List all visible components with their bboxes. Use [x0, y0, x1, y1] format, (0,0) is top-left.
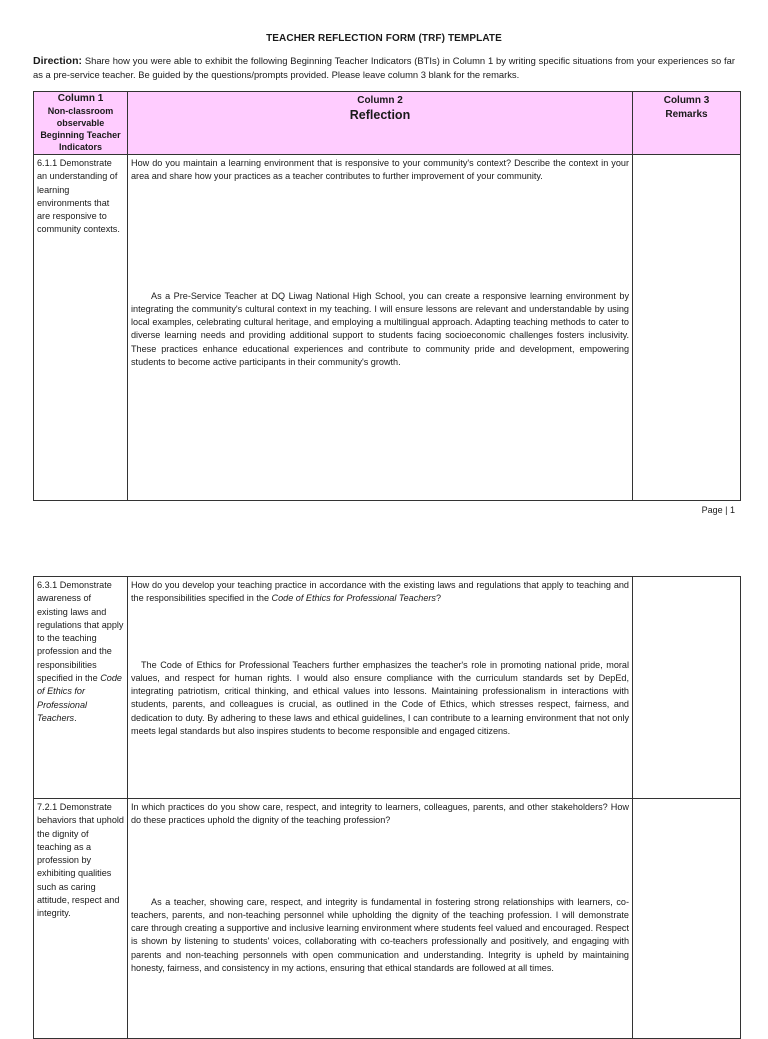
indicator-cell: 7.2.1 Demonstrate behaviors that uphold the dignity of teaching as a profession by exhibiting qualities such as caring attitude, respect and integrity.	[34, 799, 128, 1039]
column-2-name: Column 2	[357, 95, 403, 106]
direction-label: Direction:	[33, 55, 83, 67]
remarks-cell[interactable]	[633, 799, 741, 1039]
page-number: Page | 1	[701, 505, 735, 515]
column-3-subtitle: Remarks	[665, 109, 708, 120]
column-1-header	[34, 92, 128, 155]
direction-paragraph	[33, 54, 735, 82]
form-title: TEACHER REFLECTION FORM (TRF) TEMPLATE	[266, 33, 502, 44]
prompt-question: How do you maintain a learning environment that is responsive to your community's context? Describe the context in your area and share how your practices as a teacher contributes to further improvement of your community.	[131, 158, 629, 182]
table-header-row	[34, 92, 741, 155]
reflection-answer: As a teacher, showing care, respect, and integrity is fundamental in fostering strong relationships with learners, co-teachers, parents, and non-teaching personnel while upholding the dignity of the teaching profession. I will demonstrate care through creating a supportive and inclusive learning environment where students feel valued and encouraged. Respect is shown by listening to students' voices, collaborating with co-teachers professionally and positively, and engaging with parents and non-teaching personnels with open communication and understanding. Integrity is upheld by maintaining honesty, fairness, and consistency in my actions, ensuring that ethical standards are followed at all times.	[131, 896, 629, 974]
remarks-cell[interactable]	[633, 155, 741, 501]
indicator-cell: 6.1.1 Demonstrate an understanding of learning environments that are responsive to community contexts.	[34, 155, 128, 501]
column-2-subtitle: Reflection	[349, 108, 411, 122]
reflection-cell	[128, 799, 633, 1039]
table-row	[34, 577, 741, 799]
table-row	[34, 155, 741, 501]
reflection-cell	[128, 155, 633, 501]
indicator-end: .	[74, 712, 77, 723]
prompt-emphasis: Code of Ethics for Professional Teachers	[271, 593, 436, 604]
column-3-header	[633, 92, 741, 155]
reflection-answer: As a Pre-Service Teacher at DQ Liwag National High School, you can create a responsive learning environment by integrating the community's cultural context in my teaching. I will ensure lessons are relevant and understandable by using local examples, celebrating cultural heritage, and employing a multilingual approach. Adapting teaching methods to cater to diverse learning needs and providing additional support to students facing socioeconomic challenges fosters inclusivity. These practices enhance educational experiences and contribute to community pride and development, empowering students to become active participants in their community's growth.	[131, 290, 629, 368]
column-3-name: Column 3	[663, 95, 710, 106]
indicator-emphasis: Code of Ethics for Professional Teachers	[37, 673, 122, 723]
table-row	[34, 799, 741, 1039]
indicator-cell	[34, 577, 128, 799]
reflection-table-page-2	[33, 576, 741, 1039]
remarks-cell[interactable]	[633, 577, 741, 799]
prompt-text: How do you develop your teaching practice in accordance with the existing laws and regulations that apply to teaching and the responsibilities specified in the	[131, 580, 629, 604]
prompt-end: ?	[435, 593, 442, 604]
prompt-question: In which practices do you show care, respect, and integrity to learners, colleagues, parents, and other stakeholders? How do these practices uphold the dignity of the teaching profession?	[131, 802, 629, 826]
column-1-name: Column 1	[57, 93, 104, 104]
reflection-table-page-1	[33, 91, 741, 501]
reflection-answer: The Code of Ethics for Professional Teachers further emphasizes the teacher's role in promoting national pride, moral values, and respect for human rights. I would also ensure compliance with the curriculum standards set by DepEd, integrating patriotism, critical thinking, and ethical values into lessons. Maintaining professionalism in interactions with students, parents, and colleagues is crucial, as outlined in the Code of Ethics, which stresses respect, fairness, and dedication to duty. By adhering to these laws and ethical guidelines, I can contribute to a learning environment that not only meets legal standards but also inspires students to become responsible and engaged citizens.	[131, 659, 629, 737]
column-2-header	[128, 92, 633, 155]
indicator-text: 6.3.1 Demonstrate awareness of existing laws and regulations that apply to the teaching profession and the responsibilities specified in the	[37, 580, 124, 684]
prompt-question	[131, 579, 629, 606]
reflection-cell	[128, 577, 633, 799]
direction-text: Share how you were able to exhibit the following Beginning Teacher Indicators (BTIs) in Column 1 by writing specific situations from your experiences so far as a pre-service teacher. Be guided by the questions/prompts provided. Please leave column 3 blank for the remarks.	[33, 55, 735, 80]
column-1-subtitle: Non-classroom observable Beginning Teacher Indicators	[40, 106, 121, 152]
